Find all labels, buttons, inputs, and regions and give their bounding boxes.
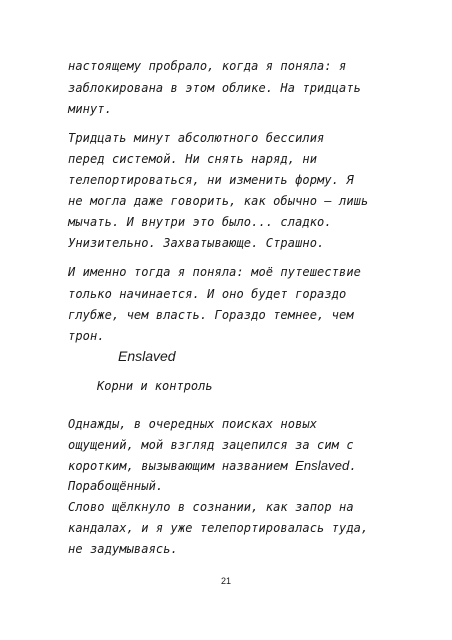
paragraph-2-line-5: мычать. И внутри это было... сладко. — [68, 215, 332, 229]
paragraph-2-line-4: не могла даже говорить, как обычно — лишь — [68, 194, 369, 208]
paragraph-1-line-2: заблокирована в этом облике. На тридцать — [68, 81, 361, 95]
paragraph-4-line-1: Однажды, в очередных поисках новых — [68, 417, 318, 431]
paragraph-4-line-3 — [68, 458, 357, 474]
section-title: Enslaved — [118, 348, 176, 364]
paragraph-1-line-1: настоящему пробрало, когда я поняла: я — [68, 59, 347, 73]
page-number: 21 — [220, 576, 231, 586]
paragraph-1-line-3: минут. — [68, 102, 112, 116]
paragraph-3-line-2: только начинается. И оно будет гораздо — [68, 287, 347, 301]
paragraph-4-line-4: Порабощённый. — [68, 479, 164, 493]
paragraph-2-line-2: перед системой. Ни снять наряд, ни — [68, 152, 318, 166]
section-subtitle: Корни и контроль — [97, 379, 213, 393]
paragraph-3-line-1: И именно тогда я поняла: моё путешествие — [68, 265, 361, 279]
paragraph-2-line-1: Тридцать минут абсолютного бессилия — [68, 131, 325, 145]
paragraph-4-line-7: не задумываясь. — [68, 542, 178, 556]
game-title-enslaved: Enslaved — [295, 458, 350, 473]
paragraph-4-line-6: кандалах, и я уже телепортировалась туда, — [68, 521, 369, 535]
paragraph-2-line-6: Унизительно. Захватывающе. Страшно. — [68, 236, 325, 250]
paragraph-4-line-3-text: коротким, вызывающим названием — [68, 459, 296, 473]
paragraph-4-line-2: ощущений, мой взгляд зацепился за сим с — [68, 438, 354, 452]
paragraph-2-line-3: телепортироваться, ни изменить форму. Я — [68, 173, 354, 187]
paragraph-4-line-3-period: . — [349, 459, 357, 473]
paragraph-3-line-4: трон. — [68, 329, 105, 343]
paragraph-4-line-5: Слово щёлкнуло в сознании, как запор на — [68, 500, 354, 514]
paragraph-3-line-3: глубже, чем власть. Гораздо темнее, чем — [68, 308, 354, 322]
